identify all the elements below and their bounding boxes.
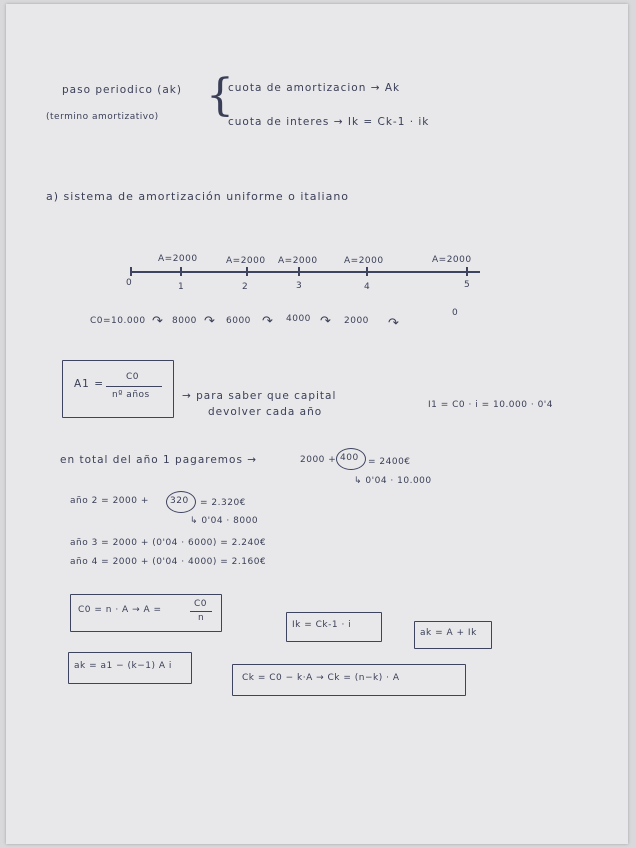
year-label: 2 — [242, 282, 249, 292]
capital-value: 0 — [452, 308, 459, 318]
year1-circled: 400 — [340, 453, 359, 463]
c0-formula: C0 = n · A → A = — [78, 605, 162, 615]
a1-note-line2: devolver cada año — [208, 406, 323, 418]
year-label: 3 — [296, 281, 303, 291]
year2-result: = 2.320€ — [200, 498, 246, 508]
a1-lhs: A1 = — [74, 378, 104, 390]
year-label: 5 — [464, 280, 471, 290]
payment-label: A=2000 — [226, 256, 266, 266]
timeline-tick — [466, 267, 468, 276]
timeline-tick — [130, 267, 132, 276]
payment-label: A=2000 — [158, 254, 198, 264]
interest-formula: I1 = C0 · i = 10.000 · 0'4 — [428, 400, 553, 410]
fraction-line — [106, 386, 162, 387]
payment-label: A=2000 — [344, 256, 384, 266]
curved-arrow-icon: ↷ — [388, 316, 399, 331]
a1-numerator: C0 — [126, 372, 140, 382]
year-label: 4 — [364, 282, 371, 292]
ak-formula: ak = A + Ik — [420, 628, 477, 638]
capital-value: C0=10.000 — [90, 316, 146, 326]
curved-arrow-icon: ↷ — [262, 314, 273, 329]
year1-note: ↳ 0'04 · 10.000 — [354, 476, 432, 486]
c0-numerator: C0 — [194, 599, 208, 609]
fraction-line — [190, 611, 212, 612]
year2-note: ↳ 0'04 · 8000 — [190, 516, 259, 526]
ak2-formula: ak = a1 − (k−1) A i — [74, 661, 172, 671]
header-line2-right: cuota de interes → Ik = Ck-1 · ik — [228, 116, 430, 128]
year-label: 1 — [178, 282, 185, 292]
capital-value: 8000 — [172, 316, 197, 326]
curly-brace: { — [206, 70, 234, 121]
year3-line: año 3 = 2000 + (0'04 · 6000) = 2.240€ — [70, 538, 267, 548]
header-line1-right: cuota de amortizacion → Ak — [228, 82, 401, 94]
timeline-tick — [246, 267, 248, 276]
payment-label: A=2000 — [432, 255, 472, 265]
year1-expr: 2000 + — [300, 455, 337, 465]
section-a-title: a) sistema de amortización uniforme o italiano — [46, 190, 350, 203]
timeline-tick — [180, 267, 182, 276]
curved-arrow-icon: ↷ — [152, 314, 163, 329]
capital-value: 6000 — [226, 316, 251, 326]
notebook-page — [6, 4, 628, 844]
header-line2-left: (termino amortizativo) — [46, 112, 159, 122]
capital-value: 2000 — [344, 316, 369, 326]
year2-text: año 2 = 2000 + — [70, 496, 149, 506]
curved-arrow-icon: ↷ — [320, 314, 331, 329]
timeline-axis — [130, 271, 480, 273]
year4-line: año 4 = 2000 + (0'04 · 4000) = 2.160€ — [70, 557, 267, 567]
ik-formula: Ik = Ck-1 · i — [292, 620, 352, 630]
year1-result: = 2400€ — [368, 457, 411, 467]
year-label: 0 — [126, 278, 133, 288]
year2-circled: 320 — [170, 496, 189, 506]
year1-text: en total del año 1 pagaremos → — [60, 454, 258, 466]
a1-note-line1: → para saber que capital — [182, 390, 337, 402]
timeline-tick — [366, 267, 368, 276]
c0-denominator: n — [198, 613, 205, 623]
curved-arrow-icon: ↷ — [204, 314, 215, 329]
payment-label: A=2000 — [278, 256, 318, 266]
header-line1-left: paso periodico (ak) — [62, 84, 182, 96]
capital-value: 4000 — [286, 314, 311, 324]
ck-formula: Ck = C0 − k·A → Ck = (n−k) · A — [242, 673, 400, 683]
timeline-tick — [298, 267, 300, 276]
a1-denominator: nº años — [112, 390, 150, 400]
